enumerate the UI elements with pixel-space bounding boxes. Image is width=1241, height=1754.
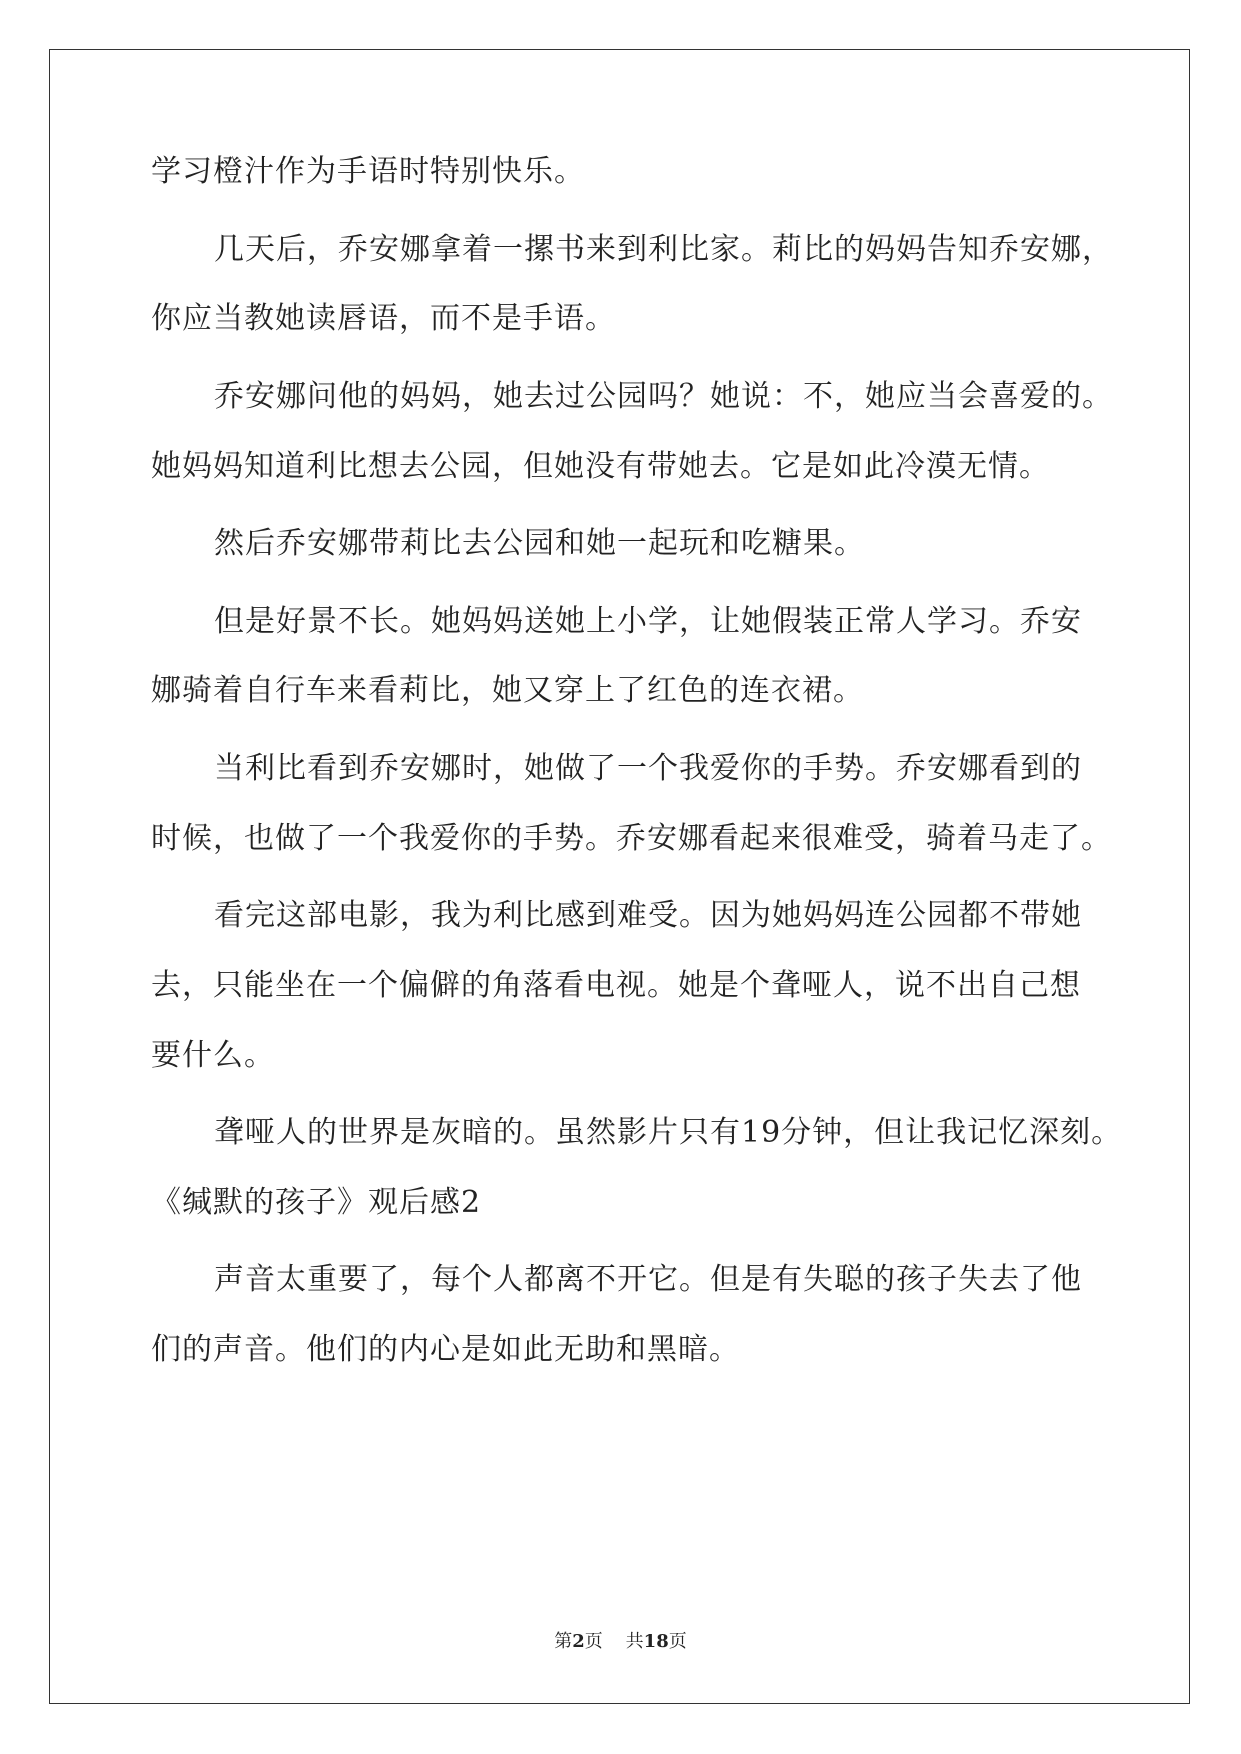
total-suffix: 页 [668,1631,687,1652]
section-heading: 《缄默的孩子》观后感2 [151,1185,482,1220]
text-line: 们的声音。他们的内心是如此无助和黑暗。 [151,1332,740,1367]
text-line: 时候，也做了一个我爱你的手势。乔安娜看起来很难受，骑着马走了。 [151,821,1112,856]
page-suffix: 页 [584,1631,603,1652]
text-line: 她妈妈知道利比想去公园，但她没有带她去。它是如此冷漠无情。 [151,449,1050,484]
page-prefix: 第 [554,1631,573,1652]
total-pages: 18 [643,1631,669,1652]
text-line: 但是好景不长。她妈妈送她上小学，让她假装正常人学习。乔安 [214,604,1082,639]
text-line: 去，只能坐在一个偏僻的角落看电视。她是个聋哑人，说不出自己想 [151,968,1081,1003]
text-line: 学习橙汁作为手语时特别快乐。 [151,154,585,189]
text-line: 当利比看到乔安娜时，她做了一个我爱你的手势。乔安娜看到的 [214,751,1082,786]
text-line: 娜骑着自行车来看莉比，她又穿上了红色的连衣裙。 [151,673,864,708]
text-line: 然后乔安娜带莉比去公园和她一起玩和吃糖果。 [214,526,865,561]
text-line: 要什么。 [151,1038,275,1073]
total-prefix: 共 [625,1631,644,1652]
text-line: 聋哑人的世界是灰暗的。虽然影片只有19分钟，但让我记忆深刻。 [214,1115,1123,1150]
page-border [49,49,1190,1704]
page-number: 2 [572,1631,585,1652]
text-line: 乔安娜问他的妈妈，她去过公园吗？她说：不，她应当会喜爱的。 [214,379,1113,414]
text-line: 声音太重要了，每个人都离不开它。但是有失聪的孩子失去了他 [214,1262,1082,1297]
text-line: 你应当教她读唇语，而不是手语。 [151,301,616,336]
page-footer [0,1630,1241,1654]
text-line: 看完这部电影，我为利比感到难受。因为她妈妈连公园都不带她 [214,898,1082,933]
text-line: 几天后，乔安娜拿着一摞书来到利比家。莉比的妈妈告知乔安娜， [214,232,1113,267]
